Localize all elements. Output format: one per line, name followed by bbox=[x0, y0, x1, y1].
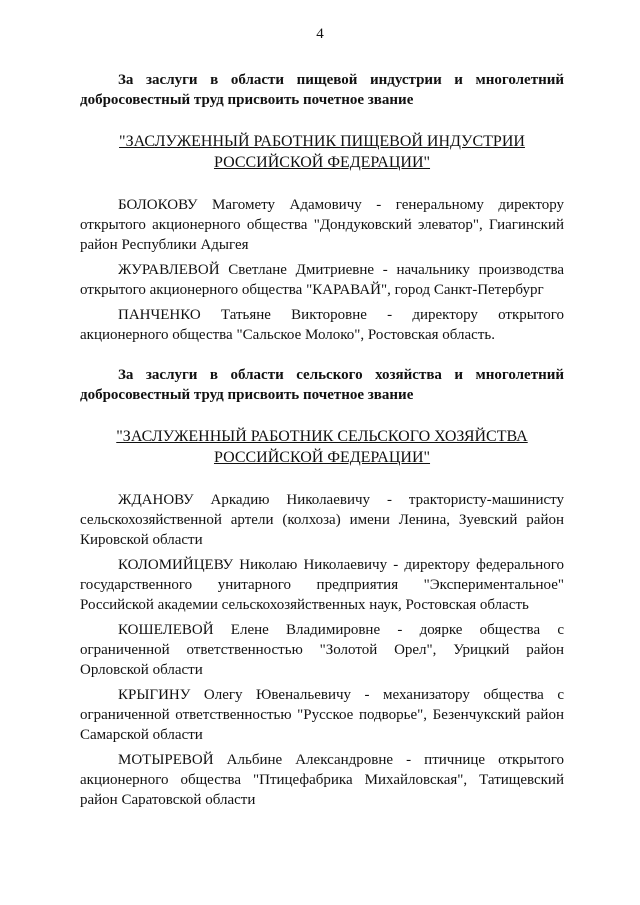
document-body bbox=[80, 70, 564, 815]
award-title-line: "ЗАСЛУЖЕННЫЙ РАБОТНИК СЕЛЬСКОГО ХОЗЯЙСТВА bbox=[116, 428, 528, 445]
section-agriculture bbox=[80, 365, 564, 810]
award-entry: КОЛОМИЙЦЕВУ Николаю Николаевичу - директору федерального государственного унитарного предприятия "Экспериментальное" Российской академии сельскохозяйственных наук, Ростовская область bbox=[80, 557, 564, 613]
section-intro: За заслуги в области пищевой индустрии и многолетний добросовестный труд присвоить почетное звание bbox=[80, 72, 564, 108]
award-entry: ПАНЧЕНКО Татьяне Викторовне - директору открытого акционерного общества "Сальское Молоко", Ростовская область. bbox=[80, 307, 564, 343]
award-title-line: РОССИЙСКОЙ ФЕДЕРАЦИИ" bbox=[213, 154, 431, 171]
award-title bbox=[80, 131, 564, 173]
award-entry: МОТЫРЕВОЙ Альбине Александровне - птичнице открытого акционерного общества "Птицефабрика Михайловская", Татищевский район Саратовской области bbox=[80, 752, 564, 808]
award-entry: БОЛОКОВУ Магомету Адамовичу - генеральному директору открытого акционерного общества "Дондуковский элеватор", Гиагинский район Республики Адыгея bbox=[80, 197, 564, 253]
award-entry: КОШЕЛЕВОЙ Елене Владимировне - доярке общества с ограниченной ответственностью "Золотой Орел", Урицкий район Орловской области bbox=[80, 622, 564, 678]
award-entry: ЖУРАВЛЕВОЙ Светлане Дмитриевне - начальнику производства открытого акционерного общества "КАРАВАЙ", город Санкт-Петербург bbox=[80, 262, 564, 298]
award-title bbox=[80, 426, 564, 468]
award-entry: КРЫГИНУ Олегу Ювенальевичу - механизатору общества с ограниченной ответственностью "Русское подворье", Безенчукский район Самарской области bbox=[80, 687, 564, 743]
award-title-line: "ЗАСЛУЖЕННЫЙ РАБОТНИК ПИЩЕВОЙ ИНДУСТРИИ bbox=[119, 133, 525, 150]
award-entry: ЖДАНОВУ Аркадию Николаевичу - трактористу-машинисту сельскохозяйственной артели (колхоза) имени Ленина, Зуевский район Кировской области bbox=[80, 492, 564, 548]
section-intro: За заслуги в области сельского хозяйства и многолетний добросовестный труд присвоить почетное звание bbox=[80, 367, 564, 403]
section-food-industry bbox=[80, 70, 564, 345]
award-title-line: РОССИЙСКОЙ ФЕДЕРАЦИИ" bbox=[213, 449, 431, 466]
page-number: 4 bbox=[316, 26, 324, 42]
